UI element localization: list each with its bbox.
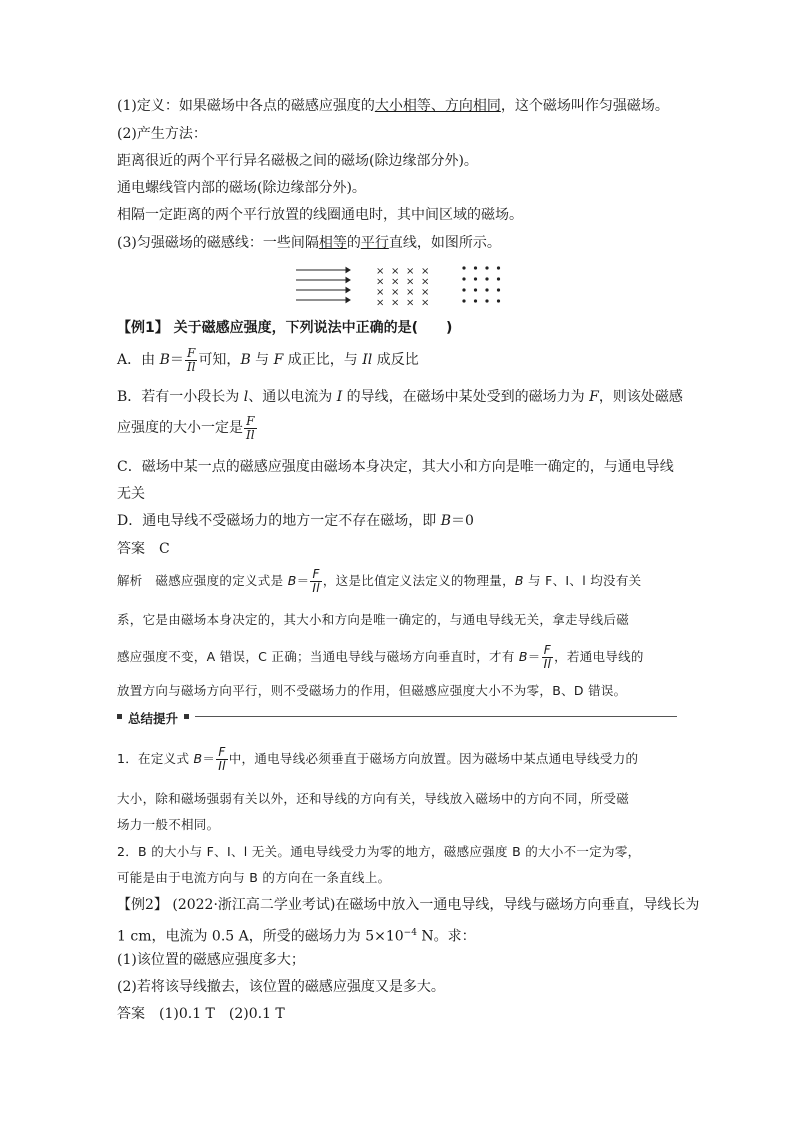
option-d-b: B [440,513,451,529]
dot-symbol [474,266,477,269]
field-lines-text-3: 直线，如图所示。 [388,235,501,251]
summary-line-2: 大小，除和磁场强弱有关以外，还和导线的方向有关，导线放入磁场中的方向不同，所受磁 [117,791,630,806]
summary-text: 1．在定义式 [117,751,194,766]
example-2-answer: 答案 (1)0.1 T (2)0.1 T [117,1006,285,1022]
summary-line-4: 2．B 的大小与 F、I、l 无关。通电导线受力为零的地方，磁感应强度 B 的大小不一定为零， [117,844,641,859]
analysis-line-4: 放置方向与磁场方向平行，则不受磁场力的作用，但磁感应强度大小不为零，B、D 错误。 [117,683,627,698]
analysis-line-3 [117,643,644,671]
fraction-denominator: Il [246,427,255,442]
option-b-text2: 、通以电流为 [248,389,337,405]
fraction-numerator: F [244,415,257,429]
summary-text-2: 中，通电导线必须垂直于磁场方向放置。因为磁场中某点通电导线受力的 [228,751,639,766]
option-a-il: Il [362,352,373,368]
dot-symbol [462,266,465,269]
dot-symbol [497,277,500,280]
cross-symbol: × [376,287,385,298]
definition-text-end: ，这个磁场叫作匀强磁场。 [500,98,669,114]
dot-symbol [485,277,488,280]
summary-line-1 [117,745,638,773]
option-b-text5: 应强度的大小一定是 [117,420,243,436]
analysis-text: 解析 磁感应强度的定义式是 [117,573,288,588]
dot-symbol [462,277,465,280]
method-item-1: 距离很近的两个平行异名磁极之间的磁场(除边缘部分外)。 [117,153,478,169]
option-a-text: 可知， [198,352,241,368]
example-2-question-1: (1)该位置的磁感应强度多大； [117,952,305,968]
cross-symbol: × [421,266,430,277]
dot-symbol [485,288,488,291]
example-2-line-1 [117,895,699,915]
cross-symbol: × [406,297,415,309]
formula-eq: ＝ [527,649,541,664]
summary-line-5: 可能是由于电流方向与 B 的方向在一条直线上。 [117,870,391,885]
field-into-page-crosses [376,266,429,309]
example-2-text: 【例2】 (2022·浙江高二学业考试)在磁场中放入一通电导线，导线与磁场方向垂直，导线长为 [117,897,700,913]
option-a [117,346,419,374]
option-c-line-1: C．磁场中某一点的磁感应强度由磁场本身决定，其大小和方向是唯一确定的，与通电导线 [117,459,674,475]
example-1-stem [117,318,452,338]
dot-symbol [485,266,488,269]
fraction-f-over-il [216,746,227,773]
option-b-text3: 的导线，在磁场中某处受到的磁场力为 [342,389,590,405]
divider-rule [195,716,677,717]
example-1-answer: 答案 C [117,541,170,557]
option-b-f: F [589,389,599,405]
analysis-line-1 [117,567,641,595]
uniform-field-figure [290,262,510,310]
fraction-numerator: F [310,568,321,582]
method-item-2: 通电螺线管内部的磁场(除边缘部分外)。 [117,180,366,196]
cross-symbol: × [391,276,400,288]
option-a-f: F [273,352,284,368]
option-d-text: D．通电导线不受磁场力的地方一定不存在磁场，即 [117,513,441,529]
option-a-text3: 成正比，与 [283,352,363,368]
option-c-line-2: 无关 [117,486,145,502]
cross-symbol: × [376,266,385,277]
fraction-denominator: Il [543,657,552,671]
cross-symbol: × [406,276,415,288]
summary-line-3: 场力一般不相同。 [117,817,220,832]
exponent: −4 [403,928,417,938]
option-a-text4: 成反比 [372,352,419,368]
formula-eq: ＝ [296,573,310,588]
field-lines-line [117,233,501,253]
formula-b: B [287,573,297,588]
definition-underlined: 大小相等、方向相同 [374,98,501,114]
option-a-text2: 与 [250,352,274,368]
formula-b: B [518,649,528,664]
cross-symbol: × [376,297,385,309]
option-a-b2: B [240,352,251,368]
dot-symbol [462,288,465,291]
field-lines-text: (3)匀强磁场的磁感线：一些间隔 [117,235,319,251]
option-a-prefix: A．由 [117,352,160,368]
option-b-line-2 [117,414,258,442]
option-a-eq: ＝ [169,352,184,368]
field-lines-text-2: 的 [346,235,361,251]
dot-symbol [462,299,465,302]
analysis-text-5: ，若通电导线的 [554,649,644,664]
cross-symbol: × [391,287,400,298]
dot-symbol [497,288,500,291]
square-bullet-icon [117,714,122,719]
cross-symbol: × [391,297,400,309]
underline-parallel: 平行 [360,235,389,251]
field-arrows [296,268,350,303]
underline-equal: 相等 [318,235,347,251]
square-bullet-icon [184,714,189,719]
fraction-f-over-il [542,644,553,671]
fraction-numerator: F [216,746,227,760]
option-b-i: I [336,389,343,405]
dot-symbol [474,277,477,280]
fraction-f-over-il [244,415,257,442]
fraction-f-over-il [310,568,321,595]
dot-symbol [497,266,500,269]
formula-b: B [514,573,524,588]
fraction-f-over-il [185,347,198,374]
analysis-line-2: 系，它是由磁场本身决定的，其大小和方向是唯一确定的，与通电导线无关，拿走导线后磁 [117,612,630,627]
option-b-l: l [243,389,249,405]
method-item-3: 相隔一定距离的两个平行放置的线圈通电时，其中间区域的磁场。 [117,207,523,223]
option-b-text: B．若有一小段长为 [117,389,244,405]
cross-symbol: × [406,266,415,277]
summary-title: 总结提升 [128,711,179,726]
field-out-of-page-dots [462,266,500,302]
option-b-line-1 [117,387,683,407]
option-d [117,511,474,531]
fraction-denominator: Il [218,759,226,773]
option-a-b: B [159,352,170,368]
summary-divider [117,709,677,725]
analysis-text-2: ，这是比值定义法定义的物理量， [322,573,515,588]
definition-line [117,96,669,116]
cross-symbol: × [376,276,385,288]
fraction-denominator: Il [312,581,320,595]
dot-symbol [474,288,477,291]
cross-symbol: × [421,276,430,288]
formula-eq: ＝ [202,751,216,766]
cross-symbol: × [391,266,400,277]
dot-symbol [497,299,500,302]
option-b-text4: ，则该处磁感 [598,389,683,405]
cross-symbol: × [406,287,415,298]
fraction-numerator: F [542,644,553,658]
dot-symbol [485,299,488,302]
example-1-label: 【例1】 关于磁感应强度，下列说法中正确的是( ) [117,320,453,336]
analysis-text-4: 感应强度不变，A 错误，C 正确；当通电导线与磁场方向垂直时，才有 [117,649,519,664]
fraction-numerator: F [185,347,198,361]
option-d-text2: ＝0 [450,513,474,529]
dot-symbol [474,299,477,302]
cross-symbol: × [421,287,430,298]
method-heading: (2)产生方法： [117,126,207,142]
formula-b: B [193,751,203,766]
cross-symbol: × [421,297,430,309]
example-2-text-2: 1 cm，电流为 0.5 A，所受的磁场力为 5×10 [117,928,404,945]
example-2-question-2: (2)若将该导线撤去，该位置的磁感应强度又是多大。 [117,979,445,995]
example-2-line-2 [117,923,476,947]
fraction-denominator: Il [186,359,196,374]
definition-text: (1)定义：如果磁场中各点的磁感应强度的 [117,98,375,114]
example-2-text-3: N。求： [416,928,476,945]
analysis-text-3: 与 F、I、l 均没有关 [523,573,642,588]
